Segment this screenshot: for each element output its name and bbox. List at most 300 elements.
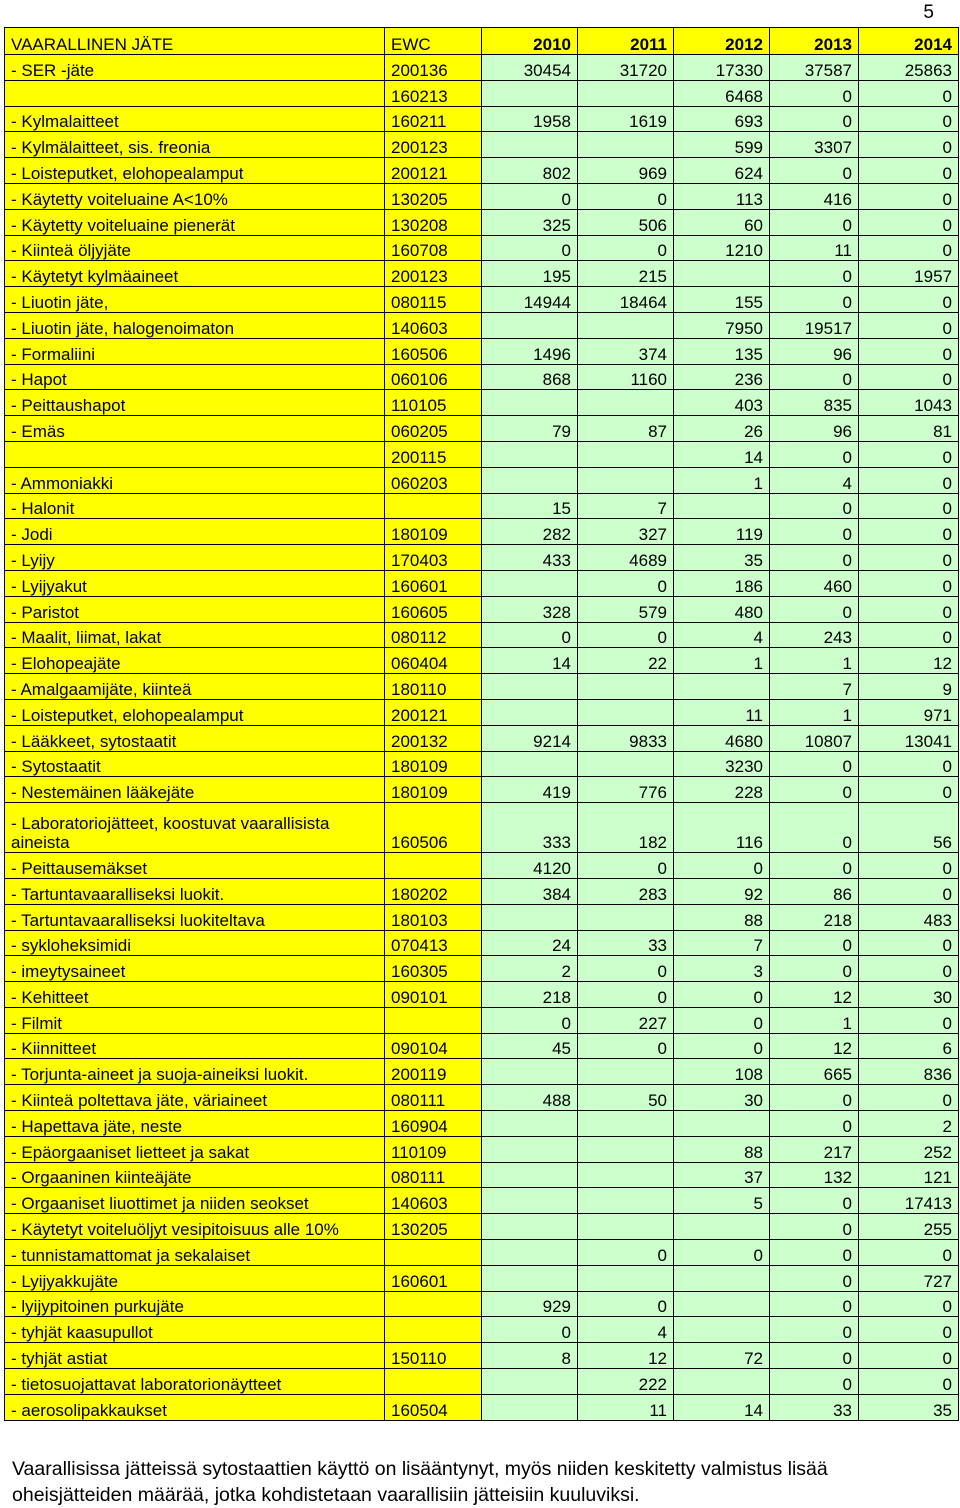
amount-2012-cell: 119 bbox=[674, 519, 770, 545]
ewc-code-cell: 060404 bbox=[385, 648, 482, 674]
ewc-code-cell bbox=[385, 1317, 482, 1343]
amount-2013-cell: 416 bbox=[770, 183, 859, 209]
table-row bbox=[5, 1214, 959, 1240]
amount-2014-cell: 0 bbox=[859, 878, 959, 904]
header-year-2012: 2012 bbox=[674, 28, 770, 55]
waste-name-cell: - Filmit bbox=[5, 1007, 385, 1033]
amount-2012-cell bbox=[674, 1291, 770, 1317]
ewc-code-cell: 160213 bbox=[385, 80, 482, 106]
table-row bbox=[5, 1188, 959, 1214]
amount-2010-cell bbox=[482, 1136, 578, 1162]
amount-2010-cell: 328 bbox=[482, 596, 578, 622]
amount-2013-cell: 0 bbox=[770, 519, 859, 545]
amount-2011-cell bbox=[578, 132, 674, 158]
waste-name-cell: - Hapettava jäte, neste bbox=[5, 1111, 385, 1137]
ewc-code-cell bbox=[385, 853, 482, 879]
amount-2013-cell: 132 bbox=[770, 1162, 859, 1188]
amount-2014-cell: 0 bbox=[859, 1369, 959, 1395]
waste-name-cell: - Kiinteä öljyjäte bbox=[5, 235, 385, 261]
ewc-code-cell: 080111 bbox=[385, 1162, 482, 1188]
amount-2011-cell: 0 bbox=[578, 1240, 674, 1266]
table-row bbox=[5, 80, 959, 106]
amount-2011-cell bbox=[578, 674, 674, 700]
waste-name-cell: - Formaliini bbox=[5, 338, 385, 364]
amount-2012-cell: 7 bbox=[674, 930, 770, 956]
amount-2013-cell: 217 bbox=[770, 1136, 859, 1162]
amount-2011-cell: 0 bbox=[578, 982, 674, 1008]
waste-name-cell: - Nestemäinen lääkejäte bbox=[5, 777, 385, 803]
waste-name-cell: - Amalgaamijäte, kiinteä bbox=[5, 674, 385, 700]
waste-name-cell: - Lyijy bbox=[5, 545, 385, 571]
waste-name-cell bbox=[5, 80, 385, 106]
amount-2012-cell: 72 bbox=[674, 1343, 770, 1369]
ewc-code-cell bbox=[385, 1007, 482, 1033]
amount-2014-cell: 1957 bbox=[859, 261, 959, 287]
table-row bbox=[5, 338, 959, 364]
amount-2010-cell: 30454 bbox=[482, 55, 578, 81]
amount-2012-cell: 5 bbox=[674, 1188, 770, 1214]
amount-2013-cell: 0 bbox=[770, 1343, 859, 1369]
amount-2011-cell: 374 bbox=[578, 338, 674, 364]
waste-name-cell: - lyijypitoinen purkujäte bbox=[5, 1291, 385, 1317]
amount-2013-cell: 0 bbox=[770, 287, 859, 313]
table-row bbox=[5, 674, 959, 700]
amount-2011-cell: 0 bbox=[578, 622, 674, 648]
amount-2014-cell: 971 bbox=[859, 699, 959, 725]
amount-2012-cell: 35 bbox=[674, 545, 770, 571]
amount-2010-cell: 0 bbox=[482, 1317, 578, 1343]
table-row bbox=[5, 1291, 959, 1317]
amount-2013-cell: 3307 bbox=[770, 132, 859, 158]
amount-2013-cell: 0 bbox=[770, 158, 859, 184]
ewc-code-cell: 200121 bbox=[385, 699, 482, 725]
waste-name-cell: - Hapot bbox=[5, 364, 385, 390]
ewc-code-cell: 180109 bbox=[385, 777, 482, 803]
amount-2010-cell: 0 bbox=[482, 1007, 578, 1033]
amount-2012-cell bbox=[674, 674, 770, 700]
amount-2014-cell: 6 bbox=[859, 1033, 959, 1059]
amount-2010-cell: 0 bbox=[482, 622, 578, 648]
waste-name-cell: - imeytysaineet bbox=[5, 956, 385, 982]
amount-2011-cell: 33 bbox=[578, 930, 674, 956]
table-row bbox=[5, 1059, 959, 1085]
waste-name-cell: - Peittaushapot bbox=[5, 390, 385, 416]
amount-2014-cell: 0 bbox=[859, 519, 959, 545]
amount-2014-cell: 0 bbox=[859, 1240, 959, 1266]
table-row bbox=[5, 287, 959, 313]
waste-name-cell bbox=[5, 441, 385, 467]
table-row bbox=[5, 158, 959, 184]
amount-2010-cell bbox=[482, 132, 578, 158]
amount-2013-cell: 0 bbox=[770, 261, 859, 287]
amount-2012-cell: 92 bbox=[674, 878, 770, 904]
table-row bbox=[5, 55, 959, 81]
amount-2010-cell: 1958 bbox=[482, 106, 578, 132]
amount-2010-cell: 868 bbox=[482, 364, 578, 390]
amount-2011-cell: 0 bbox=[578, 183, 674, 209]
table-row bbox=[5, 209, 959, 235]
amount-2012-cell: 3230 bbox=[674, 751, 770, 777]
amount-2012-cell bbox=[674, 1111, 770, 1137]
ewc-code-cell: 160211 bbox=[385, 106, 482, 132]
amount-2011-cell: 9833 bbox=[578, 725, 674, 751]
amount-2010-cell: 2 bbox=[482, 956, 578, 982]
amount-2010-cell: 218 bbox=[482, 982, 578, 1008]
amount-2011-cell: 0 bbox=[578, 853, 674, 879]
amount-2011-cell bbox=[578, 312, 674, 338]
ewc-code-cell: 080111 bbox=[385, 1085, 482, 1111]
amount-2011-cell bbox=[578, 1214, 674, 1240]
table-row bbox=[5, 467, 959, 493]
amount-2013-cell: 4 bbox=[770, 467, 859, 493]
amount-2010-cell bbox=[482, 1111, 578, 1137]
amount-2011-cell: 1160 bbox=[578, 364, 674, 390]
waste-name-cell: - Käytetty voiteluaine pienerät bbox=[5, 209, 385, 235]
waste-name-cell: - Kylmalaitteet bbox=[5, 106, 385, 132]
table-row bbox=[5, 1136, 959, 1162]
amount-2013-cell: 0 bbox=[770, 803, 859, 853]
amount-2012-cell: 17330 bbox=[674, 55, 770, 81]
amount-2011-cell: 31720 bbox=[578, 55, 674, 81]
amount-2013-cell: 0 bbox=[770, 1188, 859, 1214]
amount-2011-cell: 327 bbox=[578, 519, 674, 545]
table-row bbox=[5, 312, 959, 338]
amount-2014-cell: 0 bbox=[859, 312, 959, 338]
header-year-2010: 2010 bbox=[482, 28, 578, 55]
ewc-code-cell: 160305 bbox=[385, 956, 482, 982]
amount-2010-cell: 419 bbox=[482, 777, 578, 803]
ewc-code-cell: 180109 bbox=[385, 519, 482, 545]
hazardous-waste-table bbox=[4, 27, 959, 1421]
amount-2010-cell: 15 bbox=[482, 493, 578, 519]
waste-name-cell: - Lyijyakut bbox=[5, 570, 385, 596]
waste-name-cell: - Loisteputket, elohopealamput bbox=[5, 699, 385, 725]
footer-note: Vaarallisissa jätteissä sytostaattien käyttö on lisääntynyt, myös niiden keskitetty valmistus lisää oheisjätteiden määrää, jotka kohdistetaan vaarallisiin jätteisiin kuuluviksi. bbox=[12, 1458, 828, 1506]
amount-2013-cell: 835 bbox=[770, 390, 859, 416]
amount-2012-cell: 26 bbox=[674, 416, 770, 442]
amount-2013-cell: 0 bbox=[770, 1265, 859, 1291]
ewc-code-cell: 060203 bbox=[385, 467, 482, 493]
ewc-code-cell: 070413 bbox=[385, 930, 482, 956]
amount-2013-cell: 0 bbox=[770, 493, 859, 519]
amount-2014-cell: 0 bbox=[859, 106, 959, 132]
amount-2012-cell bbox=[674, 1214, 770, 1240]
amount-2012-cell: 1 bbox=[674, 648, 770, 674]
ewc-code-cell: 080115 bbox=[385, 287, 482, 313]
amount-2010-cell bbox=[482, 1188, 578, 1214]
amount-2014-cell: 0 bbox=[859, 132, 959, 158]
amount-2010-cell bbox=[482, 699, 578, 725]
amount-2012-cell: 14 bbox=[674, 1394, 770, 1420]
amount-2013-cell: 0 bbox=[770, 853, 859, 879]
waste-name-cell: - Lääkkeet, sytostaatit bbox=[5, 725, 385, 751]
amount-2010-cell bbox=[482, 1240, 578, 1266]
amount-2012-cell: 30 bbox=[674, 1085, 770, 1111]
ewc-code-cell: 200121 bbox=[385, 158, 482, 184]
table-row bbox=[5, 1369, 959, 1395]
amount-2014-cell: 25863 bbox=[859, 55, 959, 81]
waste-name-cell: - tyhjät kaasupullot bbox=[5, 1317, 385, 1343]
amount-2012-cell: 108 bbox=[674, 1059, 770, 1085]
waste-name-cell: - Kylmälaitteet, sis. freonia bbox=[5, 132, 385, 158]
amount-2012-cell: 228 bbox=[674, 777, 770, 803]
table-row bbox=[5, 930, 959, 956]
table-row bbox=[5, 1111, 959, 1137]
amount-2013-cell: 0 bbox=[770, 80, 859, 106]
amount-2014-cell: 0 bbox=[859, 493, 959, 519]
amount-2013-cell: 0 bbox=[770, 545, 859, 571]
amount-2011-cell: 4 bbox=[578, 1317, 674, 1343]
amount-2012-cell bbox=[674, 1317, 770, 1343]
waste-name-cell: - Käytetyt voiteluöljyt vesipitoisuus alle 10% bbox=[5, 1214, 385, 1240]
table-row bbox=[5, 648, 959, 674]
amount-2014-cell: 0 bbox=[859, 1317, 959, 1343]
amount-2012-cell: 3 bbox=[674, 956, 770, 982]
waste-name-cell: - Kehitteet bbox=[5, 982, 385, 1008]
waste-name-cell: - Paristot bbox=[5, 596, 385, 622]
amount-2012-cell bbox=[674, 261, 770, 287]
amount-2010-cell bbox=[482, 1394, 578, 1420]
amount-2013-cell: 96 bbox=[770, 416, 859, 442]
amount-2011-cell: 0 bbox=[578, 1291, 674, 1317]
amount-2013-cell: 19517 bbox=[770, 312, 859, 338]
table-row bbox=[5, 416, 959, 442]
ewc-code-cell: 140603 bbox=[385, 1188, 482, 1214]
waste-name-cell: - Maalit, liimat, lakat bbox=[5, 622, 385, 648]
amount-2010-cell: 9214 bbox=[482, 725, 578, 751]
ewc-code-cell: 060106 bbox=[385, 364, 482, 390]
ewc-code-cell: 090101 bbox=[385, 982, 482, 1008]
amount-2010-cell: 384 bbox=[482, 878, 578, 904]
amount-2013-cell: 0 bbox=[770, 1111, 859, 1137]
waste-name-cell: - Torjunta-aineet ja suoja-aineiksi luokit. bbox=[5, 1059, 385, 1085]
waste-name-cell: - tietosuojattavat laboratorionäytteet bbox=[5, 1369, 385, 1395]
table-row bbox=[5, 596, 959, 622]
amount-2011-cell: 18464 bbox=[578, 287, 674, 313]
amount-2011-cell: 182 bbox=[578, 803, 674, 853]
amount-2014-cell: 0 bbox=[859, 1085, 959, 1111]
amount-2010-cell: 488 bbox=[482, 1085, 578, 1111]
amount-2010-cell: 929 bbox=[482, 1291, 578, 1317]
amount-2014-cell: 836 bbox=[859, 1059, 959, 1085]
amount-2010-cell: 8 bbox=[482, 1343, 578, 1369]
waste-name-cell: - tunnistamattomat ja sekalaiset bbox=[5, 1240, 385, 1266]
amount-2010-cell bbox=[482, 1162, 578, 1188]
ewc-code-cell: 160506 bbox=[385, 338, 482, 364]
amount-2014-cell: 483 bbox=[859, 904, 959, 930]
amount-2012-cell: 0 bbox=[674, 1240, 770, 1266]
amount-2010-cell bbox=[482, 904, 578, 930]
amount-2013-cell: 243 bbox=[770, 622, 859, 648]
amount-2011-cell bbox=[578, 80, 674, 106]
table-row bbox=[5, 519, 959, 545]
waste-name-cell: - Sytostaatit bbox=[5, 751, 385, 777]
table-row bbox=[5, 1007, 959, 1033]
table-row bbox=[5, 132, 959, 158]
amount-2012-cell: 403 bbox=[674, 390, 770, 416]
table-row bbox=[5, 570, 959, 596]
amount-2011-cell: 0 bbox=[578, 570, 674, 596]
amount-2012-cell: 480 bbox=[674, 596, 770, 622]
table-row bbox=[5, 1033, 959, 1059]
amount-2011-cell: 283 bbox=[578, 878, 674, 904]
amount-2014-cell: 0 bbox=[859, 777, 959, 803]
amount-2011-cell: 0 bbox=[578, 1033, 674, 1059]
amount-2010-cell bbox=[482, 570, 578, 596]
header-ewc-code: EWC bbox=[385, 28, 482, 55]
amount-2010-cell: 195 bbox=[482, 261, 578, 287]
waste-name-cell: - Loisteputket, elohopealamput bbox=[5, 158, 385, 184]
table-row bbox=[5, 982, 959, 1008]
amount-2014-cell: 0 bbox=[859, 235, 959, 261]
table-row bbox=[5, 493, 959, 519]
ewc-code-cell: 160601 bbox=[385, 1265, 482, 1291]
amount-2011-cell bbox=[578, 1059, 674, 1085]
waste-name-cell: - Liuotin jäte, halogenoimaton bbox=[5, 312, 385, 338]
amount-2011-cell: 0 bbox=[578, 235, 674, 261]
amount-2014-cell: 252 bbox=[859, 1136, 959, 1162]
amount-2010-cell bbox=[482, 390, 578, 416]
amount-2014-cell: 1043 bbox=[859, 390, 959, 416]
amount-2012-cell: 14 bbox=[674, 441, 770, 467]
amount-2014-cell: 0 bbox=[859, 80, 959, 106]
amount-2014-cell: 12 bbox=[859, 648, 959, 674]
table-row bbox=[5, 803, 959, 853]
waste-name-cell: - Lyijyakkujäte bbox=[5, 1265, 385, 1291]
amount-2014-cell: 56 bbox=[859, 803, 959, 853]
amount-2014-cell: 0 bbox=[859, 1291, 959, 1317]
amount-2011-cell: 222 bbox=[578, 1369, 674, 1395]
ewc-code-cell: 160504 bbox=[385, 1394, 482, 1420]
waste-name-cell: - sykloheksimidi bbox=[5, 930, 385, 956]
amount-2013-cell: 665 bbox=[770, 1059, 859, 1085]
ewc-code-cell: 160605 bbox=[385, 596, 482, 622]
amount-2013-cell: 1 bbox=[770, 699, 859, 725]
amount-2010-cell bbox=[482, 1214, 578, 1240]
amount-2010-cell: 0 bbox=[482, 235, 578, 261]
ewc-code-cell: 200132 bbox=[385, 725, 482, 751]
ewc-code-cell bbox=[385, 1291, 482, 1317]
amount-2014-cell: 0 bbox=[859, 183, 959, 209]
amount-2012-cell: 155 bbox=[674, 287, 770, 313]
amount-2014-cell: 0 bbox=[859, 956, 959, 982]
amount-2010-cell: 79 bbox=[482, 416, 578, 442]
amount-2013-cell: 12 bbox=[770, 1033, 859, 1059]
waste-name-cell: - Käytetty voiteluaine A<10% bbox=[5, 183, 385, 209]
waste-name-cell: - Orgaaniset liuottimet ja niiden seokset bbox=[5, 1188, 385, 1214]
ewc-code-cell: 090104 bbox=[385, 1033, 482, 1059]
amount-2013-cell: 33 bbox=[770, 1394, 859, 1420]
amount-2013-cell: 460 bbox=[770, 570, 859, 596]
amount-2013-cell: 0 bbox=[770, 596, 859, 622]
amount-2011-cell bbox=[578, 1136, 674, 1162]
amount-2011-cell: 776 bbox=[578, 777, 674, 803]
ewc-code-cell: 130208 bbox=[385, 209, 482, 235]
waste-name-cell: - Tartuntavaaralliseksi luokit. bbox=[5, 878, 385, 904]
amount-2013-cell: 1 bbox=[770, 648, 859, 674]
waste-name-cell: - Kiinnitteet bbox=[5, 1033, 385, 1059]
amount-2014-cell: 0 bbox=[859, 1007, 959, 1033]
amount-2013-cell: 37587 bbox=[770, 55, 859, 81]
amount-2010-cell: 282 bbox=[482, 519, 578, 545]
amount-2013-cell: 7 bbox=[770, 674, 859, 700]
amount-2012-cell: 88 bbox=[674, 1136, 770, 1162]
table-row bbox=[5, 261, 959, 287]
amount-2013-cell: 0 bbox=[770, 1317, 859, 1343]
table-row bbox=[5, 390, 959, 416]
ewc-code-cell bbox=[385, 1240, 482, 1266]
ewc-code-cell: 180202 bbox=[385, 878, 482, 904]
table-row bbox=[5, 878, 959, 904]
amount-2011-cell bbox=[578, 441, 674, 467]
table-row bbox=[5, 1317, 959, 1343]
amount-2013-cell: 0 bbox=[770, 956, 859, 982]
amount-2012-cell: 0 bbox=[674, 982, 770, 1008]
header-year-2011: 2011 bbox=[578, 28, 674, 55]
amount-2014-cell: 2 bbox=[859, 1111, 959, 1137]
amount-2011-cell bbox=[578, 699, 674, 725]
amount-2013-cell: 86 bbox=[770, 878, 859, 904]
ewc-code-cell: 200115 bbox=[385, 441, 482, 467]
waste-name-cell: - Orgaaninen kiinteäjäte bbox=[5, 1162, 385, 1188]
ewc-code-cell: 160506 bbox=[385, 803, 482, 853]
waste-name-cell: - Halonit bbox=[5, 493, 385, 519]
waste-name-cell: - Epäorgaaniset lietteet ja sakat bbox=[5, 1136, 385, 1162]
amount-2014-cell: 727 bbox=[859, 1265, 959, 1291]
amount-2010-cell: 45 bbox=[482, 1033, 578, 1059]
amount-2013-cell: 0 bbox=[770, 1214, 859, 1240]
amount-2014-cell: 255 bbox=[859, 1214, 959, 1240]
table-row bbox=[5, 725, 959, 751]
ewc-code-cell bbox=[385, 493, 482, 519]
amount-2011-cell bbox=[578, 390, 674, 416]
waste-name-cell: - aerosolipakkaukset bbox=[5, 1394, 385, 1420]
amount-2011-cell bbox=[578, 467, 674, 493]
ewc-code-cell: 130205 bbox=[385, 1214, 482, 1240]
amount-2011-cell bbox=[578, 904, 674, 930]
amount-2014-cell: 35 bbox=[859, 1394, 959, 1420]
amount-2011-cell: 0 bbox=[578, 956, 674, 982]
amount-2011-cell: 215 bbox=[578, 261, 674, 287]
amount-2013-cell: 0 bbox=[770, 777, 859, 803]
amount-2014-cell: 0 bbox=[859, 338, 959, 364]
amount-2011-cell bbox=[578, 751, 674, 777]
ewc-code-cell: 200123 bbox=[385, 261, 482, 287]
waste-name-cell: - Ammoniakki bbox=[5, 467, 385, 493]
ewc-code-cell: 200123 bbox=[385, 132, 482, 158]
ewc-code-cell: 130205 bbox=[385, 183, 482, 209]
amount-2014-cell: 0 bbox=[859, 441, 959, 467]
amount-2012-cell: 0 bbox=[674, 853, 770, 879]
amount-2014-cell: 0 bbox=[859, 853, 959, 879]
amount-2014-cell: 0 bbox=[859, 751, 959, 777]
ewc-code-cell: 140603 bbox=[385, 312, 482, 338]
amount-2010-cell bbox=[482, 674, 578, 700]
amount-2010-cell bbox=[482, 467, 578, 493]
amount-2014-cell: 0 bbox=[859, 287, 959, 313]
table-row bbox=[5, 441, 959, 467]
table-row bbox=[5, 364, 959, 390]
amount-2014-cell: 0 bbox=[859, 596, 959, 622]
amount-2014-cell: 0 bbox=[859, 545, 959, 571]
ewc-code-cell: 170403 bbox=[385, 545, 482, 571]
table-row bbox=[5, 1394, 959, 1420]
waste-name-cell: - Emäs bbox=[5, 416, 385, 442]
waste-name-cell: - Käytetyt kylmäaineet bbox=[5, 261, 385, 287]
waste-name-cell: - Jodi bbox=[5, 519, 385, 545]
amount-2012-cell: 0 bbox=[674, 1033, 770, 1059]
amount-2010-cell bbox=[482, 441, 578, 467]
